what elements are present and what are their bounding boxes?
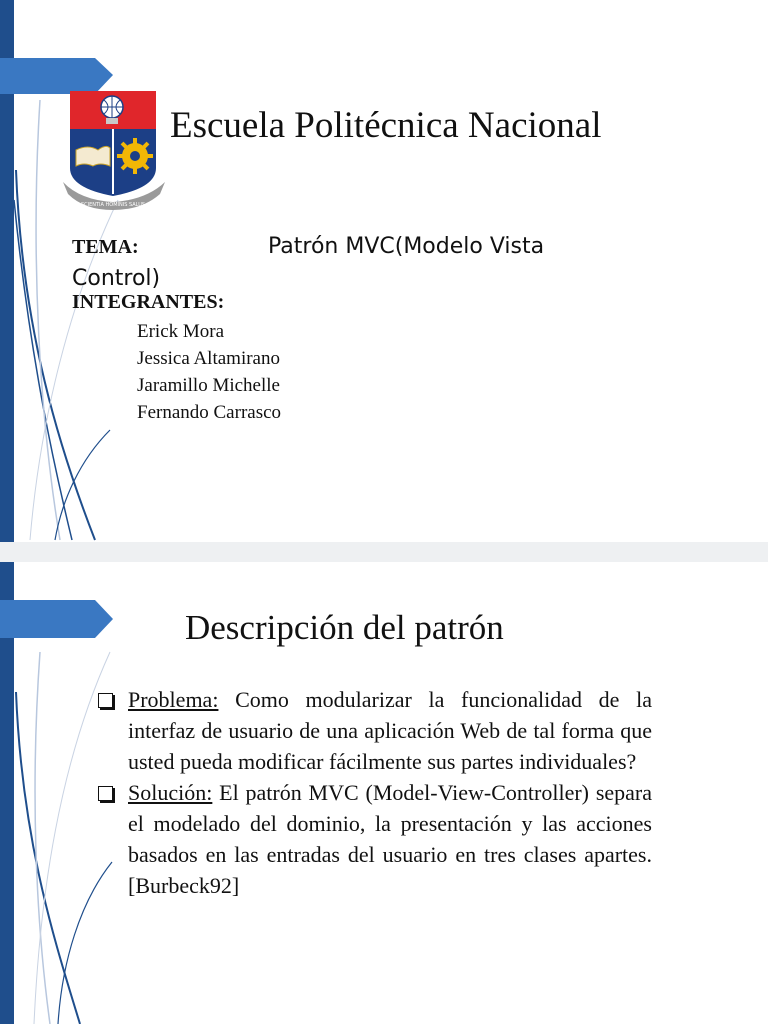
- school-title: Escuela Politécnica Nacional: [170, 105, 602, 146]
- bullet-list: [96, 684, 652, 901]
- tema-value: Patrón MVC(Modelo Vista Control): [72, 234, 545, 291]
- bullet-problema: [96, 684, 652, 777]
- bullet-text: El patrón MVC (Model-View-Controller) separa el modelado del dominio, la presentación y las acciones basados en las entradas del usuario en tres clases apartes. [Burbeck92]: [128, 780, 652, 898]
- bullet-text: Como modularizar la funcionalidad de la interfaz de usuario de una aplicación Web de tal forma que usted pueda modificar fácilmente sus partes individuales?: [128, 687, 652, 774]
- member-item: Jaramillo Michelle: [137, 375, 280, 396]
- arrow-banner-icon: [0, 600, 113, 638]
- checkbox-bullet-icon: [98, 786, 113, 801]
- description-slide: [0, 562, 768, 1024]
- member-item: Fernando Carrasco: [137, 402, 282, 423]
- epn-crest-icon: [60, 88, 168, 214]
- bullet-label: Problema:: [128, 687, 219, 712]
- tema-row: [72, 231, 632, 294]
- member-item: Jessica Altamirano: [137, 348, 280, 369]
- member-item: Erick Mora: [137, 321, 225, 342]
- members-list: [137, 318, 281, 426]
- tema-label: TEMA:: [72, 236, 139, 258]
- bullet-solucion: [96, 777, 652, 901]
- bullet-label: Solución:: [128, 780, 213, 805]
- crest-motto: SCIENTIA HOMINIS SALUS: [80, 202, 146, 208]
- integrantes-label: INTEGRANTES:: [72, 291, 225, 313]
- slide-title: Descripción del patrón: [185, 608, 504, 647]
- checkbox-bullet-icon: [98, 693, 113, 708]
